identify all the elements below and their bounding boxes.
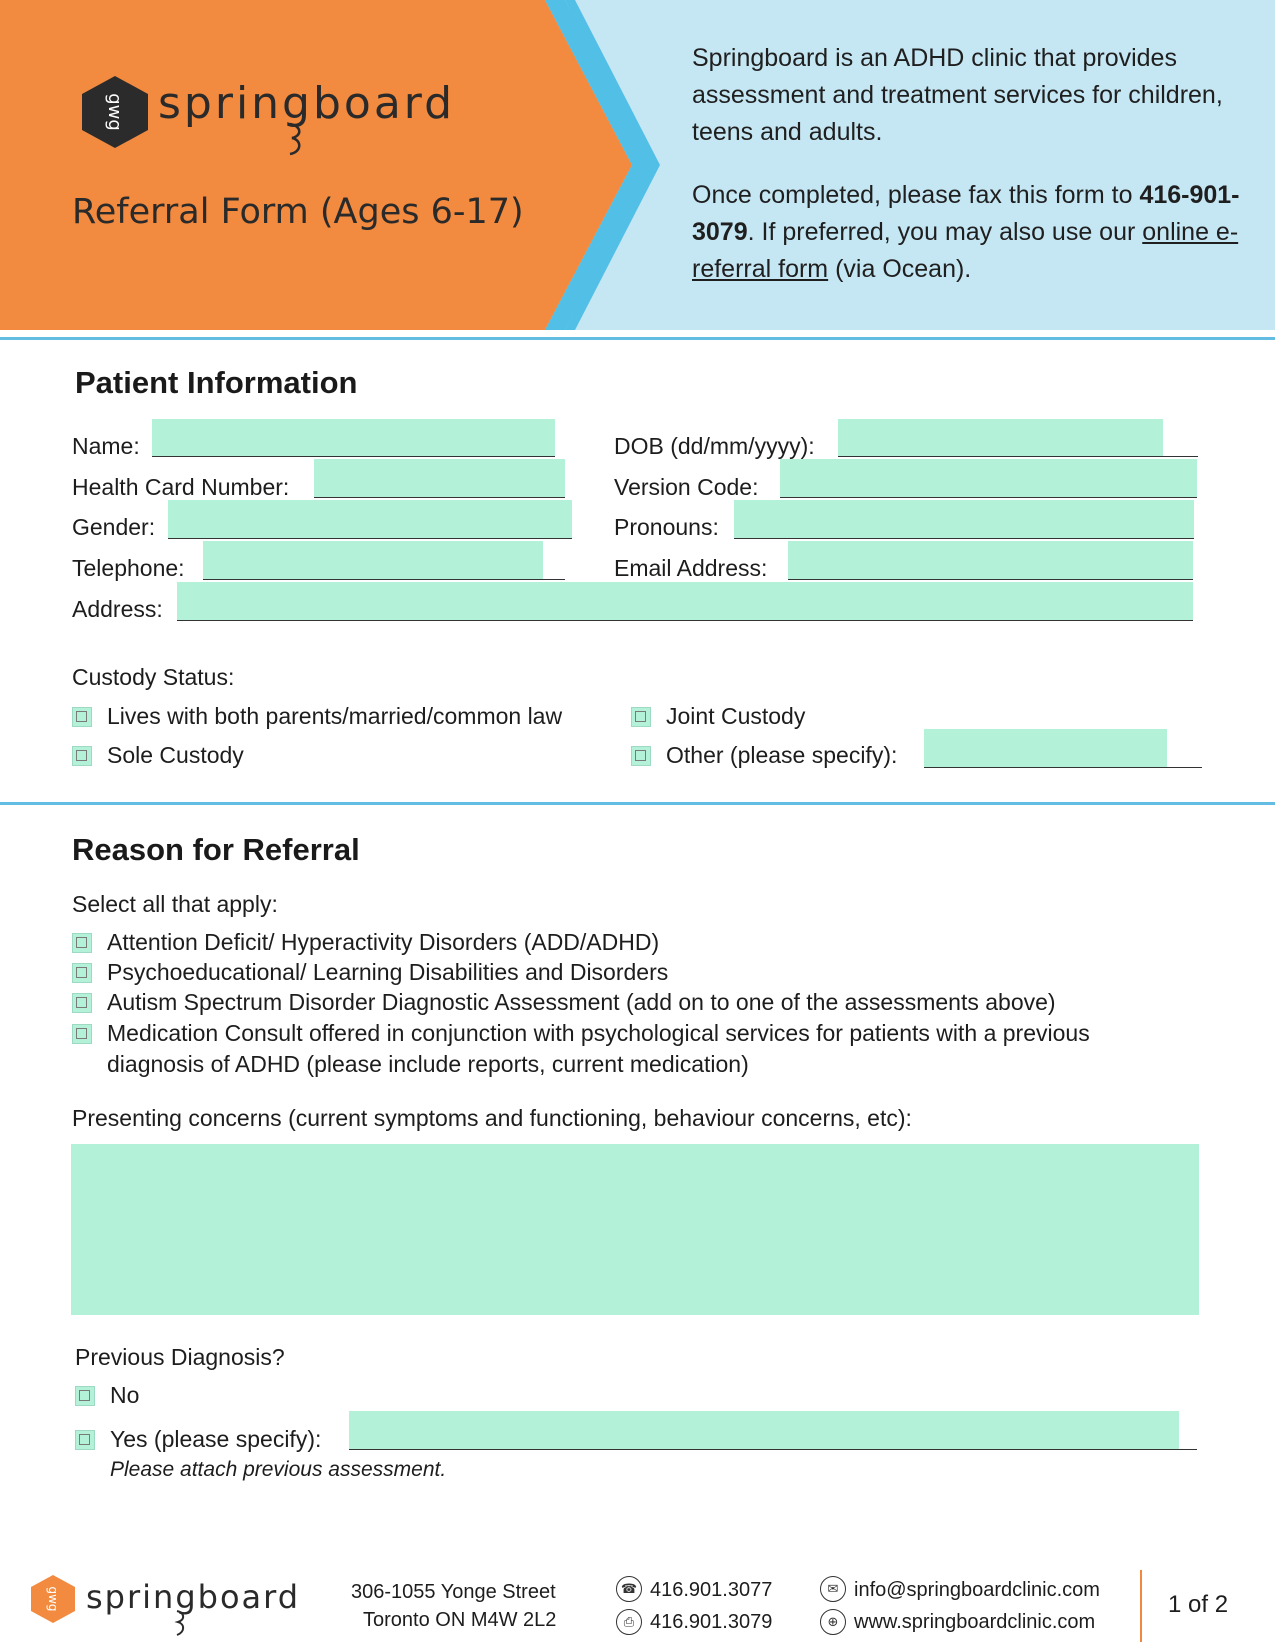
footer-address-line-2: Toronto ON M4W 2L2 bbox=[363, 1609, 557, 1631]
section-divider bbox=[0, 802, 1275, 805]
telephone-field[interactable] bbox=[203, 541, 543, 579]
gender-label: Gender: bbox=[72, 514, 156, 540]
health-card-underline bbox=[314, 497, 565, 498]
psychoeducational-checkbox[interactable] bbox=[72, 963, 92, 983]
version-code-underline bbox=[780, 497, 1197, 498]
address-label: Address: bbox=[72, 596, 163, 622]
patient-info-title: Patient Information bbox=[75, 365, 358, 400]
footer-address-line-1: 306-1055 Yonge Street bbox=[351, 1581, 556, 1603]
dob-field[interactable] bbox=[838, 419, 1163, 457]
svg-text:gwg: gwg bbox=[46, 1586, 60, 1612]
footer-website[interactable]: www.springboardclinic.com bbox=[854, 1611, 1096, 1633]
footer-logo-wordmark: springboard bbox=[86, 1578, 301, 1616]
email-icon: ✉ bbox=[820, 1576, 846, 1602]
version-code-label: Version Code: bbox=[614, 474, 759, 500]
footer-fax: 416.901.3079 bbox=[650, 1611, 773, 1633]
telephone-underline bbox=[203, 579, 565, 580]
previous-diagnosis-field[interactable] bbox=[349, 1411, 1179, 1449]
name-label: Name: bbox=[72, 433, 140, 459]
form-title: Referral Form (Ages 6-17) bbox=[72, 192, 524, 232]
previous-diagnosis-yes-checkbox[interactable] bbox=[75, 1430, 95, 1450]
adhd-label: Attention Deficit/ Hyperactivity Disorders (ADD/ADHD) bbox=[107, 929, 660, 955]
autism-label: Autism Spectrum Disorder Diagnostic Assessment (add on to one of the assessments above) bbox=[107, 989, 1056, 1015]
email-label: Email Address: bbox=[614, 555, 768, 581]
email-field[interactable] bbox=[788, 541, 1193, 579]
address-underline bbox=[177, 620, 1193, 621]
page-number: 1 of 2 bbox=[1168, 1591, 1229, 1618]
medication-consult-label-cont: diagnosis of ADHD (please include reports, current medication) bbox=[107, 1051, 749, 1077]
medication-consult-checkbox[interactable] bbox=[72, 1024, 92, 1044]
custody-other-checkbox[interactable] bbox=[631, 746, 651, 766]
medication-consult-label: Medication Consult offered in conjunction with psychological services for patients with a previous bbox=[107, 1020, 1090, 1046]
fax-instructions bbox=[692, 177, 1252, 288]
email-underline bbox=[788, 579, 1193, 580]
health-card-field[interactable] bbox=[314, 459, 565, 497]
custody-both-parents-label: Lives with both parents/married/common law bbox=[107, 703, 563, 729]
previous-diagnosis-label: Previous Diagnosis? bbox=[75, 1344, 285, 1370]
psychoeducational-label: Psychoeducational/ Learning Disabilities and Disorders bbox=[107, 959, 669, 985]
logo-icon bbox=[82, 76, 148, 148]
telephone-label: Telephone: bbox=[72, 555, 185, 581]
intro-text: Springboard is an ADHD clinic that provides assessment and treatment services for children, teens and adults. bbox=[692, 44, 1223, 146]
version-code-field[interactable] bbox=[780, 459, 1197, 497]
dob-underline bbox=[838, 456, 1198, 457]
gender-underline bbox=[168, 538, 572, 539]
e-referral-link[interactable]: online e-referral form bbox=[692, 218, 1239, 283]
globe-icon: ⊕ bbox=[820, 1609, 846, 1635]
custody-joint-checkbox[interactable] bbox=[631, 707, 651, 727]
custody-both-parents-checkbox[interactable] bbox=[72, 707, 92, 727]
pronouns-field[interactable] bbox=[734, 500, 1194, 538]
name-field[interactable] bbox=[152, 419, 555, 457]
name-underline bbox=[152, 456, 555, 457]
fax-instructions-prefix: Once completed, please fax this form to bbox=[692, 181, 1140, 209]
health-card-label: Health Card Number: bbox=[72, 474, 290, 500]
dob-label: DOB (dd/mm/yyyy): bbox=[614, 433, 815, 459]
custody-sole-checkbox[interactable] bbox=[72, 746, 92, 766]
footer-logo-icon bbox=[31, 1575, 75, 1623]
logo-swirl-icon bbox=[286, 122, 306, 158]
pronouns-label: Pronouns: bbox=[614, 514, 719, 540]
fax-instructions-mid: . If preferred, you may also use our bbox=[747, 218, 1143, 246]
fax-icon: ⎙ bbox=[616, 1609, 642, 1635]
footer-phone: 416.901.3077 bbox=[650, 1579, 773, 1601]
custody-status-label: Custody Status: bbox=[72, 664, 235, 690]
phone-icon: ☎ bbox=[616, 1576, 642, 1602]
previous-diagnosis-no-label: No bbox=[110, 1382, 140, 1408]
logo-wordmark: springboard bbox=[158, 78, 456, 129]
previous-diagnosis-no-checkbox[interactable] bbox=[75, 1386, 95, 1406]
custody-other-label: Other (please specify): bbox=[666, 742, 898, 768]
pronouns-underline bbox=[734, 538, 1194, 539]
header-divider bbox=[0, 337, 1275, 340]
custody-other-underline bbox=[924, 767, 1202, 768]
custody-joint-label: Joint Custody bbox=[666, 703, 806, 729]
gender-field[interactable] bbox=[168, 500, 572, 538]
select-all-label: Select all that apply: bbox=[72, 891, 278, 917]
fax-number: 416-901-3079 bbox=[692, 181, 1240, 246]
footer-email[interactable]: info@springboardclinic.com bbox=[854, 1579, 1100, 1601]
presenting-concerns-label: Presenting concerns (current symptoms and functioning, behaviour concerns, etc): bbox=[72, 1105, 912, 1131]
autism-checkbox[interactable] bbox=[72, 993, 92, 1013]
address-field[interactable] bbox=[177, 582, 1193, 620]
attach-assessment-note: Please attach previous assessment. bbox=[110, 1458, 447, 1481]
custody-other-field[interactable] bbox=[924, 729, 1167, 767]
referral-title: Reason for Referral bbox=[72, 832, 360, 867]
svg-text:gwg: gwg bbox=[104, 93, 125, 131]
adhd-checkbox[interactable] bbox=[72, 933, 92, 953]
footer-divider bbox=[1140, 1570, 1142, 1642]
previous-diagnosis-yes-label: Yes (please specify): bbox=[110, 1426, 322, 1452]
previous-diagnosis-underline bbox=[349, 1449, 1197, 1450]
fax-instructions-suffix: (via Ocean). bbox=[828, 255, 972, 283]
custody-sole-label: Sole Custody bbox=[107, 742, 244, 768]
footer-logo-swirl-icon bbox=[174, 1610, 188, 1636]
presenting-concerns-textarea[interactable] bbox=[71, 1144, 1199, 1315]
